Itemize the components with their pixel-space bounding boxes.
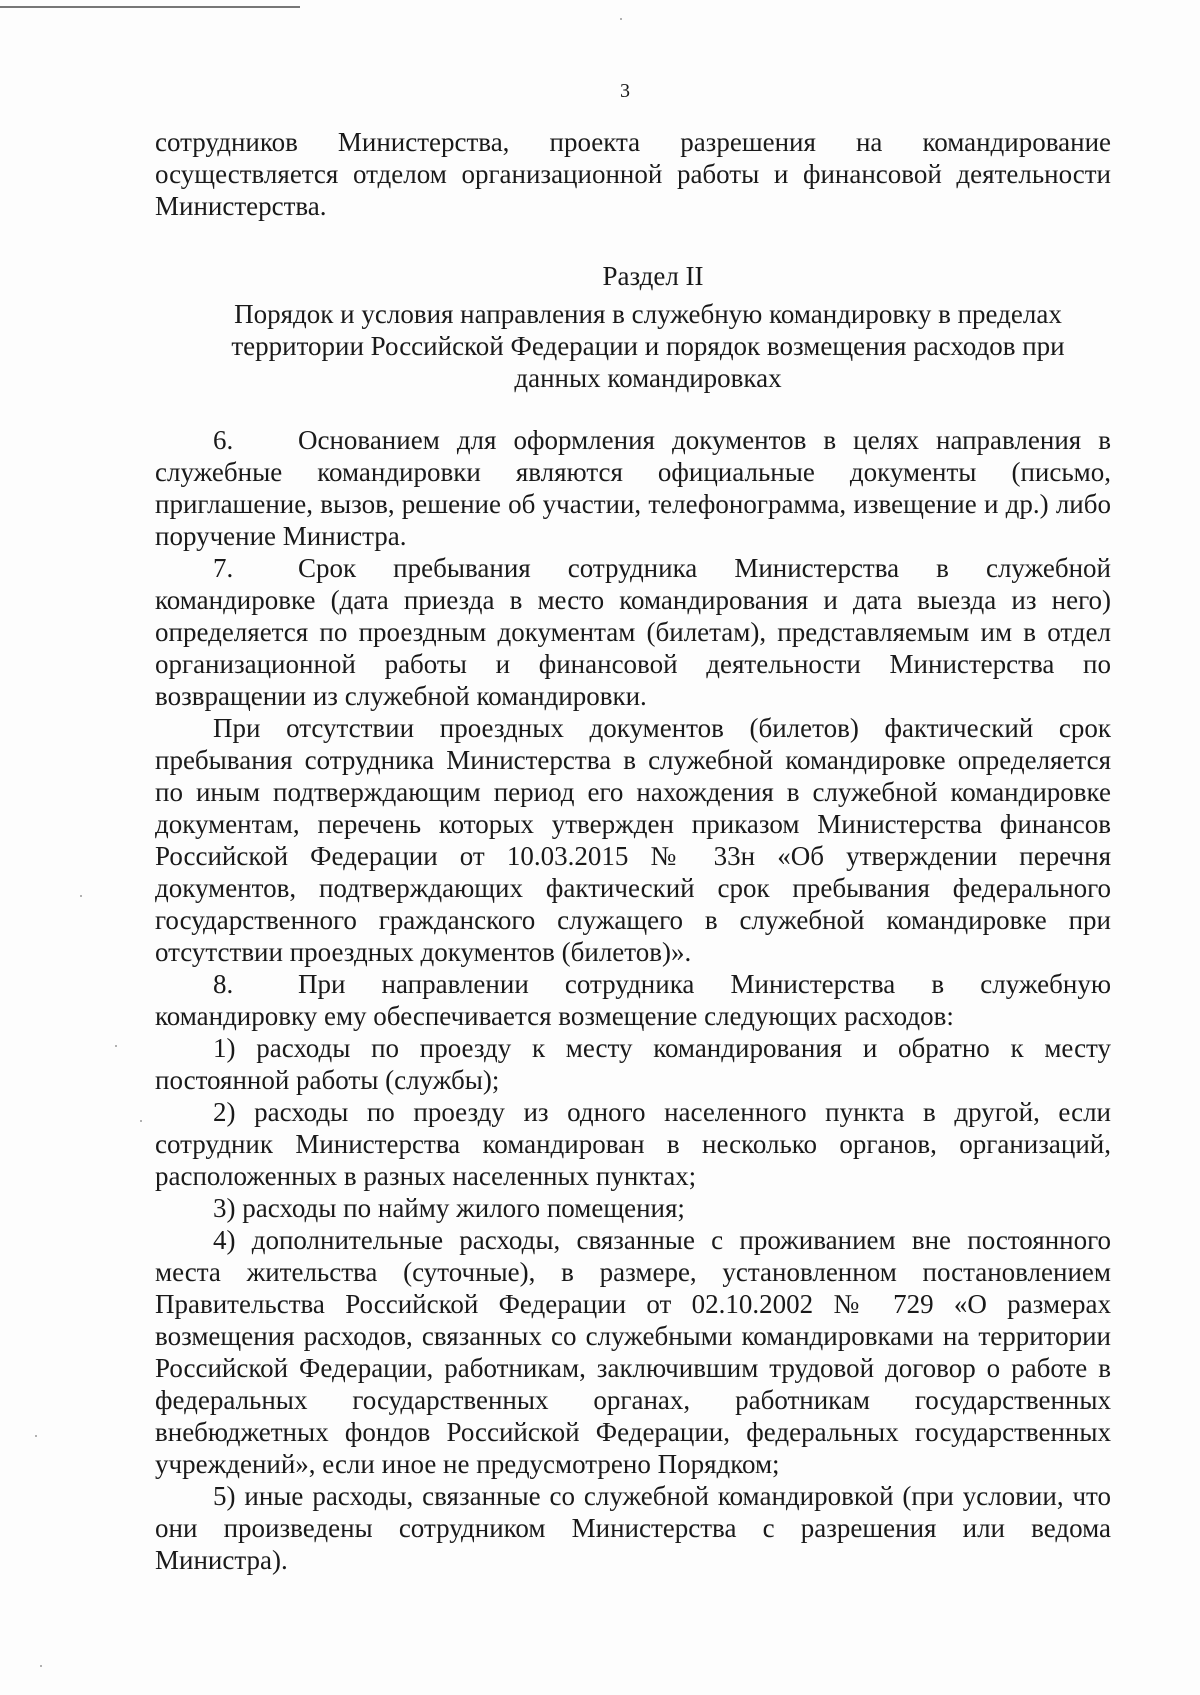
top-edge-line bbox=[0, 6, 300, 8]
page-number: 3 bbox=[620, 80, 630, 102]
paragraph-number: 8. bbox=[213, 969, 234, 999]
paragraph-number: 7. bbox=[213, 553, 234, 583]
paragraph-text: При направлении сотрудника Министерства в служебную командировку ему обеспечивается возмещение следующих расходов: bbox=[155, 969, 1111, 1031]
section-title bbox=[155, 298, 1111, 394]
section-label: Раздел II bbox=[602, 261, 704, 291]
scan-speck bbox=[140, 1120, 142, 1122]
paragraph-6 bbox=[155, 424, 1111, 552]
paragraph-7 bbox=[155, 552, 1111, 712]
section-title-line: территории Российской Федерации и порядок возмещения расходов при bbox=[231, 331, 1065, 361]
intro-paragraph: сотрудников Министерства, проекта разрешения на командирование осуществляется отделом организационной работы и финансовой деятельности Министерства. bbox=[155, 127, 1111, 221]
document-body bbox=[155, 126, 1111, 1576]
paragraph-7-continued: При отсутствии проездных документов (билетов) фактический срок пребывания сотрудника Министерства в служебной командировке определяется по иным подтверждающим период его нахождения в служебной командировке документам, перечень которых утвержден приказом Министерства финансов Российской Федерации от 10.03.2015 № 33н «Об утверждении перечня документов, подтверждающих фактический срок пребывания федерального государственного гражданского служащего в служебной командировке при отсутствии проездных документов (билетов)». bbox=[155, 713, 1111, 967]
list-item-5: 5) иные расходы, связанные со служебной командировкой (при условии, что они произведены сотрудником Министерства с разрешения или ведома Министра). bbox=[155, 1481, 1111, 1575]
scan-speck bbox=[35, 1435, 37, 1437]
list-item-1: 1) расходы по проезду к месту командирования и обратно к месту постоянной работы (службы); bbox=[155, 1033, 1111, 1095]
section-title-line: данных командировках bbox=[514, 363, 782, 393]
list-item-4: 4) дополнительные расходы, связанные с проживанием вне постоянного места жительства (суточные), в размере, установленном постановлением Правительства Российской Федерации от 02.10.2002 № 729 «О размерах возмещения расходов, связанных со служебными командировками на территории Российской Федерации, работникам, заключившим трудовой договор о работе в федеральных государственных органах, работникам государственных внебюджетных фондов Российской Федерации, федеральных государственных учреждений», если иное не предусмотрено Порядком; bbox=[155, 1225, 1111, 1479]
paragraph-8 bbox=[155, 968, 1111, 1032]
section-title-line: Порядок и условия направления в служебную командировку в пределах bbox=[234, 299, 1062, 329]
scan-speck bbox=[115, 1045, 117, 1047]
scan-speck bbox=[620, 18, 622, 20]
section-heading bbox=[155, 260, 1111, 394]
list-item-3: 3) расходы по найму жилого помещения; bbox=[213, 1193, 685, 1223]
paragraph-number: 6. bbox=[213, 425, 234, 455]
paragraph-text: Срок пребывания сотрудника Министерства в служебной командировке (дата приезда в место командирования и дата выезда из него) определяется по проездным документам (билетам), представляемым им в отдел организационной работы и финансовой деятельности Министерства по возвращении из служебной командировки. bbox=[155, 553, 1111, 711]
paragraph-text: Основанием для оформления документов в целях направления в служебные командировки являются официальные документы (письмо, приглашение, вызов, решение об участии, телефонограмма, извещение и др.) либо поручение Министра. bbox=[155, 425, 1111, 551]
scan-speck bbox=[40, 1665, 42, 1667]
scan-speck bbox=[80, 895, 82, 897]
list-item-2: 2) расходы по проезду из одного населенного пункта в другой, если сотрудник Министерства командирован в несколько органов, организаций, расположенных в разных населенных пунктах; bbox=[155, 1097, 1111, 1191]
